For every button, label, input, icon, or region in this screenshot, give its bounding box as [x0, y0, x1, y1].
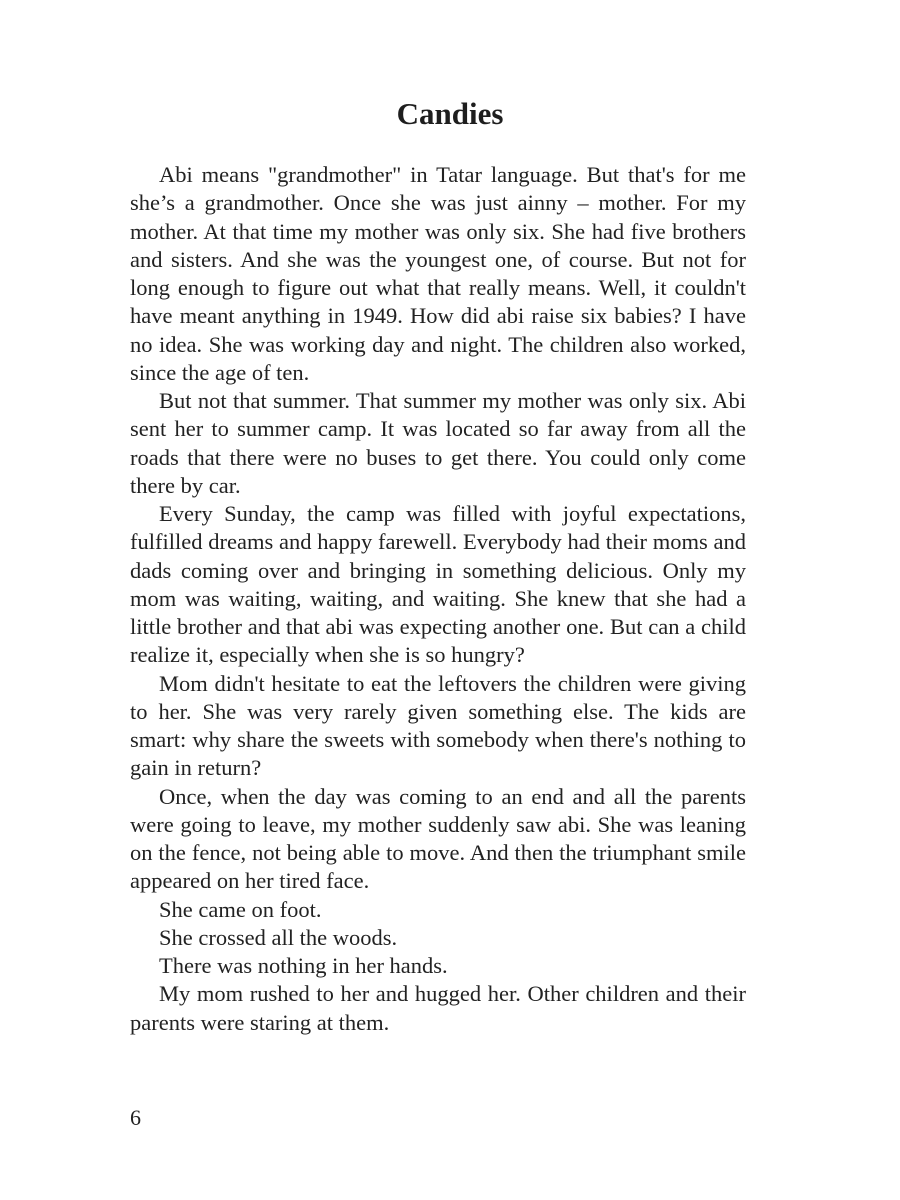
page-number: 6 [130, 1105, 141, 1130]
paragraph: Once, when the day was coming to an end and all the parents were going to leave, my mother suddenly saw abi. She was leaning on the fence, not being able to move. And then the triumphant smile appeared on her tired face. [130, 783, 746, 894]
paragraph: But not that summer. That summer my mother was only six. Abi sent her to summer camp. It was located so far away from all the roads that there were no buses to get there. You could only come there by car. [130, 388, 746, 498]
paragraph: Every Sunday, the camp was filled with joyful expectations, fulfilled dreams and happy farewell. Everybody had their moms and dads coming over and bringing in something delicious. Only my mom was waiting, waiting, and waiting. She knew that she had a little brother and that abi was expecting another one. But can a child realize it, especially when she is so hungry? [130, 501, 746, 668]
chapter-body [130, 161, 746, 1037]
paragraph: Abi means "grandmother" in Tatar language. But that's for me she’s a grandmother. Once she was just ainny – mother. For my mother. At that time my mother was only six. She had five brothers and sisters. And she was the youngest one, of course. But not for long enough to figure out what that really means. Well, it couldn't have meant anything in 1949. How did abi raise six babies? I have no idea. She was working day and night. The children also worked, since the age of ten. [130, 162, 746, 385]
paragraph: There was nothing in her hands. [159, 953, 448, 978]
chapter-title: Candies [396, 96, 504, 131]
paragraph: She came on foot. [159, 896, 322, 922]
paragraph: My mom rushed to her and hugged her. Other children and their parents were staring at them. [130, 981, 746, 1035]
paragraph: She crossed all the woods. [159, 924, 398, 950]
paragraph: Mom didn't hesitate to eat the leftovers the children were giving to her. She was very rarely given something else. The kids are smart: why share the sweets with somebody when there's nothing to gain in return? [130, 670, 746, 781]
